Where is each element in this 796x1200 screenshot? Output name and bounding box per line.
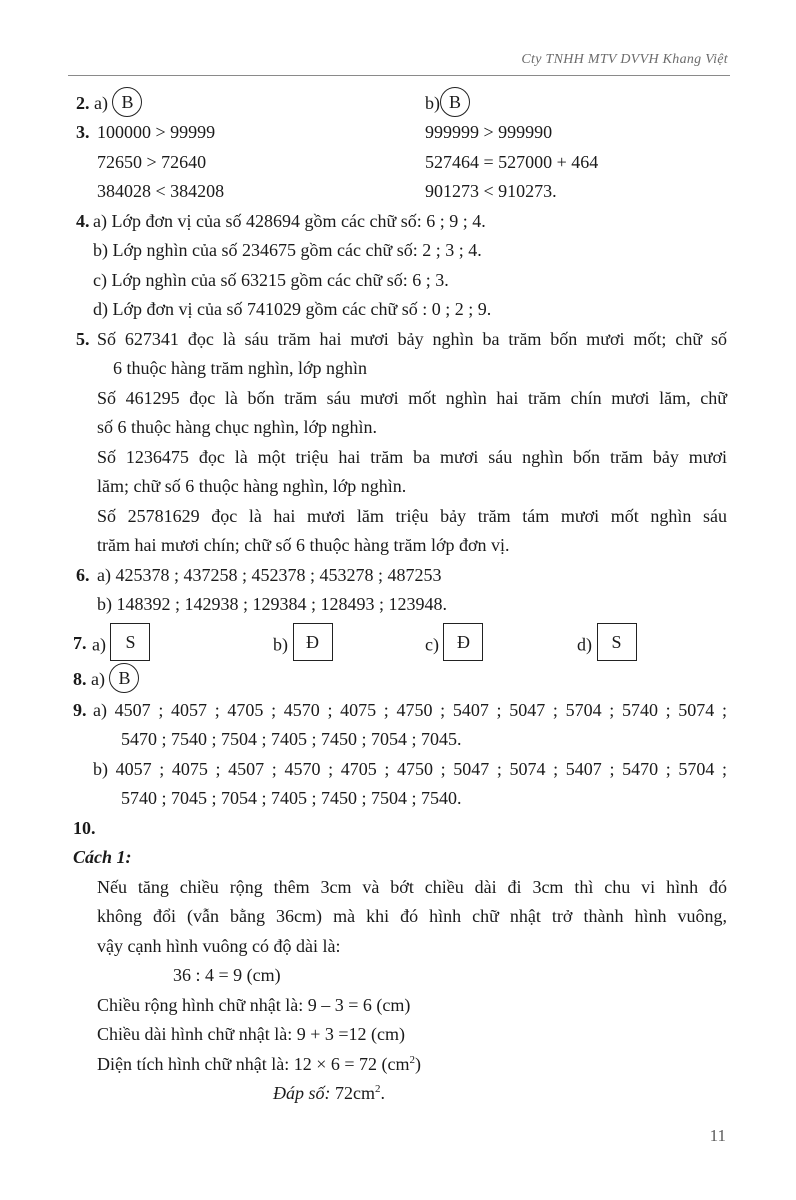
q4-number: 4. [76,211,90,231]
q10-area-text: Diện tích hình chữ nhật là: 12 × 6 = 72 (cm [97,1054,410,1074]
q7-c-label: c) [425,634,439,655]
q5-line-4: số 6 thuộc hàng chục nghìn, lớp nghìn. [97,417,377,437]
header-rule [68,75,730,76]
q7-item-b [273,632,333,661]
q5-line-7: Số 25781629 đọc là hai mươi lăm triệu bảy trăm tám mươi mốt nghìn sáu [97,506,727,526]
q10-answer-value: 72cm [330,1083,375,1103]
q10-width-line: Chiều rộng hình chữ nhật là: 9 – 3 = 6 (cm) [97,995,411,1015]
q2-number: 2. [76,93,90,113]
q5-number: 5. [76,329,90,349]
q6-line-b: b) 148392 ; 142938 ; 129384 ; 128493 ; 123948. [97,594,447,614]
q4-line-d: d) Lớp đơn vị của số 741029 gồm các chữ số : 0 ; 2 ; 9. [93,299,492,319]
q10-line-3: vậy cạnh hình vuông có độ dài là: [97,936,341,956]
q3-row2-left: 72650 > 72640 [97,152,207,172]
q4-line-a: a) Lớp đơn vị của số 428694 gồm các chữ số: 6 ; 9 ; 4. [93,211,486,231]
q2-b-line [425,92,470,117]
q7-item-c [425,632,483,661]
q3-row1-right: 999999 > 999990 [425,122,553,142]
q5-line-5: Số 1236475 đọc là một triệu hai trăm ba mươi sáu nghìn bốn trăm bảy mươi [97,447,727,467]
q3-row3-left: 384028 < 384208 [97,181,225,201]
q9-a-line1: a) 4507 ; 4057 ; 4705 ; 4570 ; 4075 ; 4750 ; 5407 ; 5047 ; 5704 ; 5740 ; 5074 ; [93,700,727,720]
q10-answer-label: Đáp số: [273,1083,331,1103]
q8-a-answer-circle: B [109,663,139,693]
publisher-header: Cty TNHH MTV DVVH Khang Việt [521,52,728,67]
q7-number: 7. [73,633,87,653]
q10-answer-line [273,1082,385,1104]
q10-answer-sup: 2 [375,1083,381,1095]
q5-line-8: trăm hai mươi chín; chữ số 6 thuộc hàng trăm lớp đơn vị. [97,535,510,555]
q2-b-label: b) [425,93,440,113]
q10-number: 10. [73,818,96,838]
q8-a-label: a) [91,669,105,689]
q9-b-line2: 5740 ; 7045 ; 7054 ; 7405 ; 7450 ; 7504 ; 7540. [121,788,462,808]
q7-a-label: a) [92,634,106,655]
q5-line-6: lăm; chữ số 6 thuộc hàng nghìn, lớp nghìn. [97,476,407,496]
q6-number: 6. [76,565,90,585]
q10-answer-suffix: . [380,1083,385,1103]
q2-b-answer-circle: B [440,87,470,117]
q3-row2-right: 527464 = 527000 + 464 [425,152,599,172]
q8-line [73,668,139,693]
q7-b-answer-box: Đ [293,623,333,661]
q4-line-c: c) Lớp nghìn của số 63215 gồm các chữ số: 6 ; 3. [93,270,449,290]
q9-number: 9. [73,700,87,720]
q9-b-line1: b) 4057 ; 4075 ; 4507 ; 4570 ; 4705 ; 4750 ; 5047 ; 5074 ; 5407 ; 5470 ; 5704 ; [93,759,727,779]
q6-line-a: a) 425378 ; 437258 ; 452378 ; 453278 ; 487253 [97,565,442,585]
q9-a-line2: 5470 ; 7540 ; 7504 ; 7405 ; 7450 ; 7054 ; 7045. [121,729,462,749]
q10-line-1: Nếu tăng chiều rộng thêm 3cm và bớt chiều dài đi 3cm thì chu vi hình đó [97,877,727,897]
q7-item-a [92,632,150,661]
q10-method-title: Cách 1: [73,847,132,867]
q7-c-answer-box: Đ [443,623,483,661]
q7-item-d [577,632,637,661]
q2-a-answer-circle: B [112,87,142,117]
q10-area-line [97,1053,421,1075]
q10-length-line: Chiều dài hình chữ nhật là: 9 + 3 =12 (cm) [97,1024,405,1044]
q7-d-label: d) [577,634,592,655]
q10-area-suffix: ) [415,1054,421,1074]
q5-line-1: Số 627341 đọc là sáu trăm hai mươi bảy nghìn ba trăm bốn mươi mốt; chữ số [97,329,727,349]
q3-number: 3. [76,122,90,142]
q2-line [76,92,142,117]
q5-line-3: Số 461295 đọc là bốn trăm sáu mươi mốt nghìn hai trăm chín mươi lăm, chữ [97,388,727,408]
q7-d-answer-box: S [597,623,637,661]
q5-line-2: 6 thuộc hàng trăm nghìn, lớp nghìn [113,358,367,378]
q7-a-answer-box: S [110,623,150,661]
q10-line-2: không đổi (vẫn bằng 36cm) mà khi đó hình chữ nhật trở thành hình vuông, [97,906,727,926]
q3-row3-right: 901273 < 910273. [425,181,557,201]
q2-a-label: a) [94,93,108,113]
page-number: 11 [709,1126,726,1145]
q10-calc: 36 : 4 = 9 (cm) [173,965,281,985]
q10-area-sup: 2 [409,1054,415,1066]
q8-number: 8. [73,669,87,689]
q4-line-b: b) Lớp nghìn của số 234675 gồm các chữ số: 2 ; 3 ; 4. [93,240,482,260]
q3-row1-left: 100000 > 99999 [97,122,216,142]
q7-b-label: b) [273,634,288,655]
